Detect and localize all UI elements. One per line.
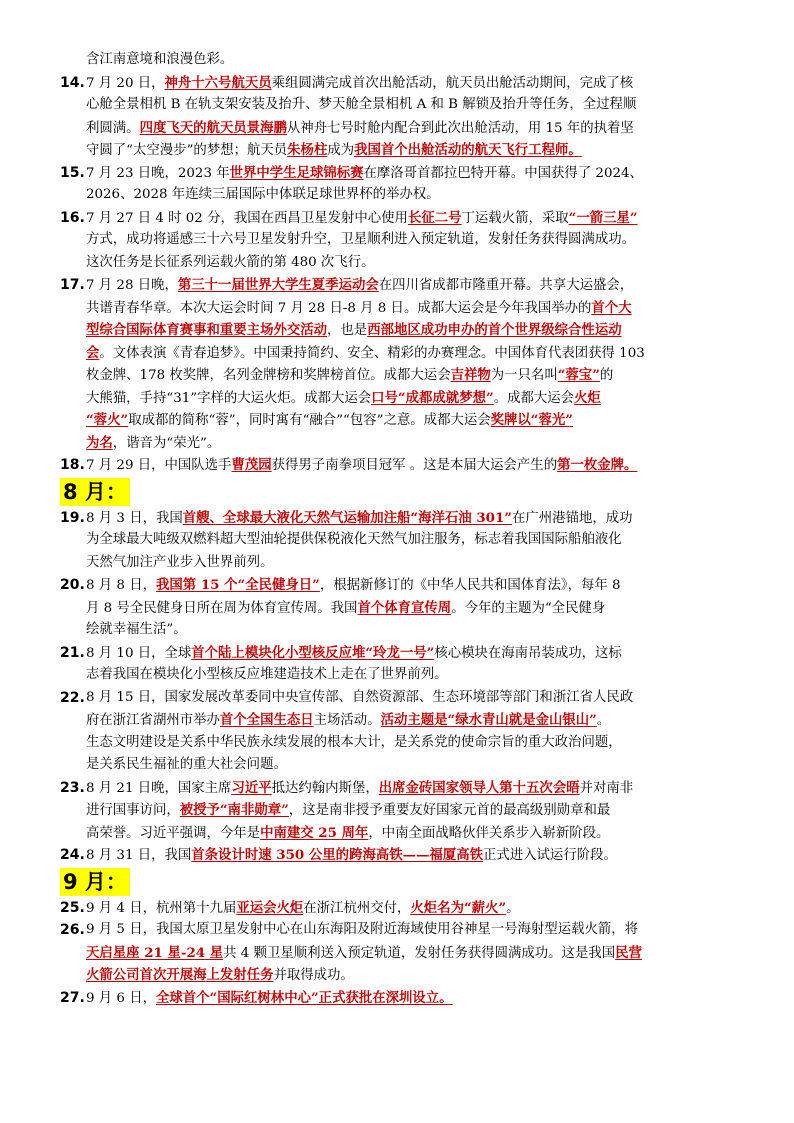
highlighted-keyword: 第三十一届世界大学生夏季运动会: [177, 277, 379, 293]
highlighted-keyword: 全球首个“国际红树林中心”正式获批在深圳设立。: [155, 989, 453, 1006]
highlighted-keyword: 火炬名为“薪火”: [410, 899, 507, 916]
item-number: 14.: [60, 74, 85, 91]
text-run: 并取得成功。: [273, 968, 354, 983]
text-line: [86, 229, 746, 251]
text-line: [86, 897, 746, 920]
text-run: 7 月 20 日，: [86, 75, 165, 91]
text-run: 在四川省成都市隆重开幕。共享大运盛会，: [378, 278, 634, 293]
text-run: 成为: [327, 143, 355, 158]
item-number: 19.: [60, 509, 85, 526]
text-run: 生态文明建设是关系中华民族永续发展的根本大计，是关系党的使命宗旨的重大政治问题，: [86, 734, 622, 750]
item-number: 15.: [60, 164, 85, 181]
text-run: 8 月 31 日，我国: [86, 848, 192, 863]
highlighted-keyword: 被授予“南非勋章”: [179, 802, 289, 818]
highlighted-keyword: 首艘、全球最大液化天然气运输加注船“海洋石油 301”: [182, 509, 512, 526]
text-run: 正式进入试运行阶段。: [482, 848, 617, 863]
month-heading: 9 月：: [60, 868, 130, 896]
text-line: [86, 942, 746, 965]
text-line: [86, 432, 746, 455]
highlighted-keyword: 天启星座 21 星-24 星: [86, 944, 224, 961]
text-line: [86, 319, 746, 342]
highlighted-keyword: 西部地区成功申办的首个世界级综合性运动: [367, 322, 622, 338]
text-line: [86, 799, 746, 822]
item-number: 25.: [60, 899, 85, 916]
text-run: 主场活动。: [313, 713, 381, 728]
text-run: 。: [506, 900, 520, 916]
text-line: [86, 754, 746, 776]
highlighted-keyword: 习近平: [231, 779, 272, 796]
text-run: 8 月 15 日，国家发展改革委同中央宣传部、自然资源部、生态环境部等部门和浙江省人民政: [86, 689, 634, 705]
highlighted-keyword: 奖牌以“蓉光”: [490, 412, 573, 428]
text-line: [86, 297, 746, 320]
text-run: 志着我国在模块化小型核反应堆建造技术上走在了世界前列。: [86, 667, 448, 682]
text-run: 8 月 8 日，: [86, 578, 156, 593]
text-line: [86, 72, 746, 95]
text-line: [86, 252, 746, 274]
text-run: 7 月 28 日晚，: [86, 278, 178, 293]
text-line: [86, 342, 746, 365]
highlighted-keyword: 亚运会火炬: [236, 899, 304, 916]
highlighted-keyword: 朱杨柱: [287, 142, 328, 158]
text-run: 枚金牌、178 枚奖牌，名列金牌榜和奖牌榜首位。成都大运会: [86, 368, 451, 383]
highlighted-keyword: 中南建交 25 周年: [260, 824, 369, 841]
text-run: 为一只名叫: [490, 368, 558, 383]
text-line: [86, 777, 746, 800]
text-run: ，根据新修订的《中华人民共和国体育法》，每年 8: [319, 578, 621, 593]
highlighted-keyword: 会: [86, 344, 100, 361]
highlighted-keyword: 型综合国际体育赛事和重要主场外交活动: [86, 322, 328, 338]
text-run: 是关系民生福祉的重大社会问题。: [86, 757, 287, 772]
text-line: [86, 364, 746, 387]
item-number: 26.: [60, 922, 85, 938]
highlighted-keyword: “蓉火”: [86, 412, 129, 428]
item-number: 23.: [60, 779, 85, 796]
text-run: 在浙江杭州交付，: [303, 900, 411, 916]
month-heading: 8 月：: [60, 478, 130, 506]
text-run: 进行国事访问，: [86, 803, 180, 818]
highlighted-keyword: 首个全国生态日: [219, 712, 314, 728]
text-line: [86, 664, 746, 686]
text-line: [86, 184, 746, 206]
text-run: 的: [599, 368, 614, 383]
text-line: [86, 117, 746, 140]
highlighted-keyword: 活动主题是“绿水青山就是金山银山”: [380, 712, 597, 728]
text-line: [86, 387, 746, 410]
highlighted-keyword: 口号“成都成就梦想”: [371, 389, 494, 406]
text-line: [86, 964, 746, 987]
highlighted-keyword: 我国首个出舱活动的航天飞行工程师。: [354, 142, 582, 158]
text-run: 从神舟七号时舱内配合到此次出舱活动，用 15 年的执着坚: [286, 120, 634, 136]
highlighted-keyword: 火炬: [574, 389, 601, 406]
text-run: 8 月 21 日晚，国家主席: [86, 780, 232, 796]
text-run: 7 月 27 日 4 时 02 分，我国在西昌卫星发射中心使用: [86, 210, 408, 226]
highlighted-keyword: “蓉宝”: [557, 367, 600, 383]
text-line: [86, 822, 746, 845]
text-line: [86, 454, 746, 477]
highlighted-keyword: 火箭公司首次开展海上发射任务: [86, 967, 274, 983]
text-run: 。今年的主题为“全民健身: [451, 600, 606, 616]
text-line: [86, 687, 746, 709]
highlighted-keyword: 民营: [615, 944, 642, 961]
text-run: ，也是: [327, 323, 368, 338]
text-run: 守圆了“太空漫步”的梦想；航天员: [86, 143, 288, 158]
highlighted-keyword: 出席金砖国家领导人第十五次会晤: [378, 779, 580, 796]
text-line: [86, 274, 746, 297]
text-run: 8 月 10 日，全球: [86, 645, 192, 661]
item-number: 20.: [60, 577, 85, 593]
text-line: [86, 94, 746, 116]
item-number: 24.: [60, 847, 85, 863]
text-run: 。成都大运会: [493, 390, 575, 406]
item-number: 16.: [60, 209, 85, 226]
text-line: [86, 207, 746, 230]
text-line: [86, 709, 746, 732]
highlighted-keyword: 曹茂园: [231, 457, 272, 473]
text-run: 9 月 4 日，杭州第十九届: [86, 900, 237, 916]
text-run: 利圆满。: [86, 120, 140, 136]
text-line: [86, 597, 746, 620]
item-number: 18.: [60, 457, 85, 473]
text-run: 大熊猫，手持“31”字样的大运火炬。成都大运会: [86, 390, 372, 406]
text-run: 在广州港锚地，成功: [512, 510, 633, 526]
text-line: [86, 49, 746, 71]
text-line: [86, 162, 746, 185]
text-run: 。: [596, 713, 611, 728]
text-run: 心舱全景相机 B 在轨支架安装及抬升、梦天舱全景相机 A 和 B 解锁及抬升等任务，全过程顺: [86, 97, 637, 112]
text-run: 7 月 29 日，中国队选手: [86, 458, 232, 473]
text-run: 9 月 5 日，我国太原卫星发射中心在山东海阳及附近海域使用谷神星一号海射型运载火箭，将: [86, 922, 639, 937]
text-run: 府在浙江省湖州市举办: [86, 713, 220, 728]
highlighted-keyword: 第一枚金牌。: [557, 457, 638, 473]
text-run: 方式，成功将遥感三十六号卫星发射升空，卫星顺利进入预定轨道，发射任务获得圆满成功。: [86, 232, 636, 247]
highlighted-keyword: 首条设计时速 350 公里的跨海高铁——福厦高铁: [191, 847, 483, 863]
highlighted-keyword: 为名: [86, 434, 113, 451]
text-line: [86, 619, 746, 641]
text-line: [86, 574, 746, 597]
text-run: 天然气加注产业步入世界前列。: [86, 554, 274, 570]
text-run: 。文体表演《青春追梦》。中国秉持简约、安全、精彩的办赛理念。中国体育代表团获得 103: [99, 345, 645, 361]
text-run: 核心模块在海南吊装成功，这标: [434, 645, 622, 661]
text-run: 共谱青春华章。本次大运会时间 7 月 28 日-8 月 8 日。成都大运会是今年我国举办的: [86, 300, 592, 316]
highlighted-keyword: 我国第 15 个“全民健身日”: [155, 577, 320, 593]
text-run: 抵达约翰内斯堡，: [271, 780, 379, 796]
text-run: 这次任务是长征系列运载火箭的第 480 次飞行。: [86, 254, 375, 270]
text-line: [86, 732, 746, 754]
item-number: 21.: [60, 644, 85, 661]
text-run: 7 月 23 日晚，2023 年: [86, 165, 230, 181]
text-run: ，中南全面战略伙伴关系步入崭新阶段。: [368, 825, 610, 841]
text-run: 绘就幸福生活”。: [86, 622, 187, 637]
text-line: [86, 507, 746, 530]
text-run: 并对南非: [579, 780, 634, 796]
text-line: [86, 987, 746, 1010]
text-run: 取成都的简称“蓉”，同时寓有“融合”“包容”之意。成都大运会: [128, 413, 491, 428]
text-run: 9 月 6 日，: [86, 990, 156, 1006]
text-run: ，谐音为“荣光”。: [112, 435, 221, 451]
highlighted-keyword: 四度飞天的航天员景海鹏: [139, 119, 287, 136]
highlighted-keyword: “一箭三星”: [568, 209, 638, 226]
text-run: 为全球最大吨级双燃料超大型油轮提供保税液化天然气加注服务，标志着我国国际船舶液化: [86, 532, 622, 547]
text-run: ，这是南非授予重要友好国家元首的最高级别勋章和最: [288, 803, 611, 818]
text-run: 获得男子南拳项目冠军 。这是本届大运会产生的: [271, 458, 558, 473]
text-line: [86, 409, 746, 432]
text-run: 在摩洛哥首都拉巴特开幕。中国获得了 2024、: [363, 165, 643, 181]
text-run: 月 8 号全民健身日所在周为体育宣传周。我国: [86, 600, 358, 616]
highlighted-keyword: 首个体育宣传周: [357, 599, 452, 616]
text-run: 高荣誉。习近平强调，今年是: [86, 825, 261, 841]
text-run: 乘组圆满完成首次出舱活动，航天员出舱活动期间，完成了核: [271, 75, 634, 91]
highlighted-keyword: 长征二号: [407, 209, 462, 226]
text-run: 2026、2028 年连续三届国际中体联足球世界杯的举办权。: [86, 187, 440, 202]
text-line: [86, 552, 746, 574]
text-line: [86, 529, 746, 551]
text-run: 含江南意境和浪漫色彩。: [86, 52, 234, 67]
item-number: 17.: [60, 277, 85, 293]
text-line: [86, 642, 746, 665]
highlighted-keyword: 世界中学生足球锦标赛: [229, 164, 364, 181]
highlighted-keyword: 神舟十六号航天员: [164, 74, 272, 91]
text-line: [86, 919, 746, 941]
text-run: 共 4 颗卫星顺利送入预定轨道，发射任务获得圆满成功。这是我国: [223, 945, 616, 961]
text-run: 丁运载火箭，采取: [461, 210, 569, 226]
highlighted-keyword: 首个陆上模块化小型核反应堆“玲龙一号”: [191, 644, 435, 661]
item-number: 27.: [60, 989, 85, 1006]
text-line: [86, 139, 746, 162]
highlighted-keyword: 吉祥物: [450, 367, 491, 383]
highlighted-keyword: 首个大: [591, 299, 632, 316]
text-line: [86, 844, 746, 867]
item-number: 22.: [60, 689, 85, 706]
text-run: 8 月 3 日，我国: [86, 510, 183, 526]
